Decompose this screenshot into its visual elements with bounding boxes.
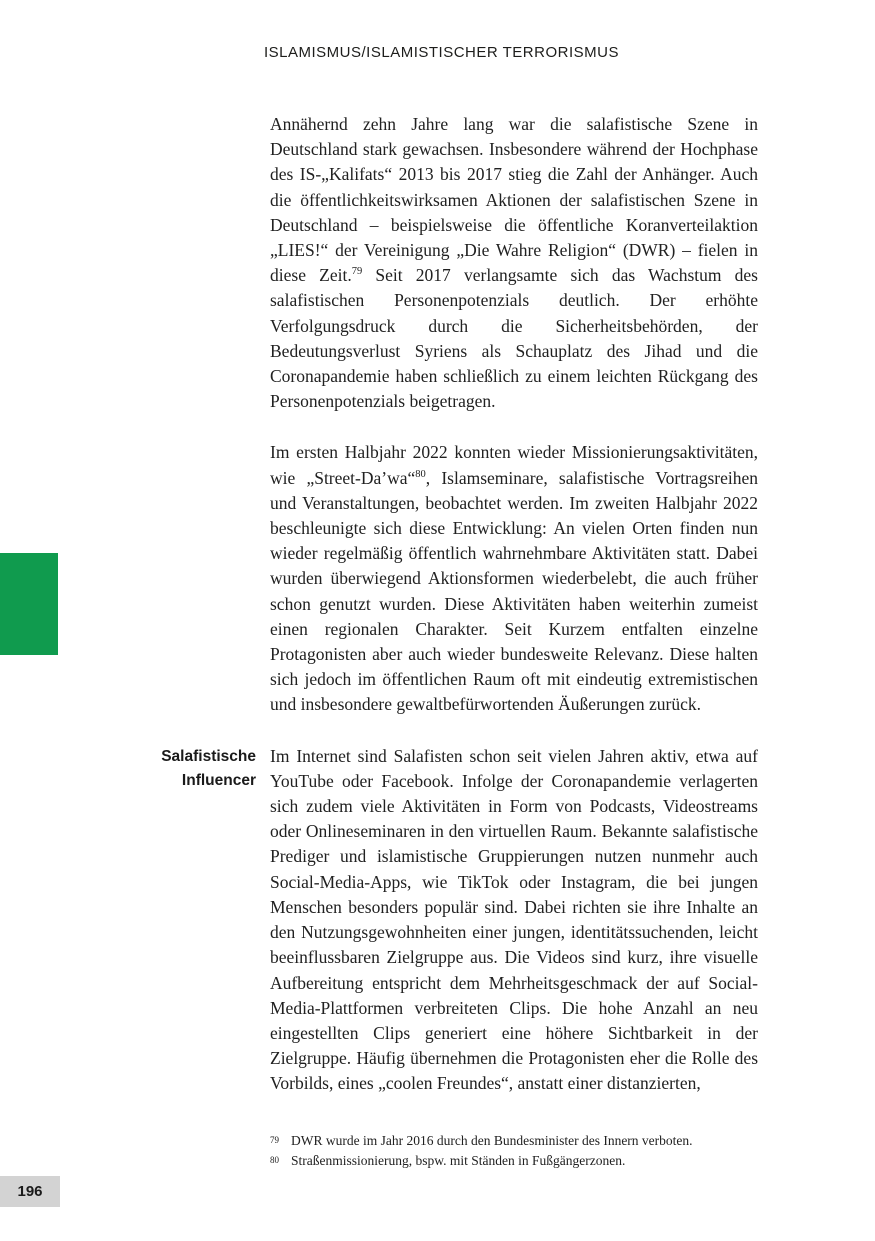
footnote-text: DWR wurde im Jahr 2016 durch den Bundesminister des Innern verboten. bbox=[291, 1133, 693, 1148]
paragraph: Annähernd zehn Jahre lang war die salafistische Szene in Deutschland stark gewachsen. Insbesondere während der Hochphase des IS-„Kalifats“ 2013 bis 2017 stieg die Zahl der Anhänger. Auch die öffentlichkeitswirksamen Aktionen der salafistischen Szene in Deutschland – beispielsweise die öffentliche Koranverteilaktion „LIES!“ der Vereinigung „Die Wahre Religion“ (DWR) – fielen in diese Zeit.$^{79}$ Seit 2017 verlangsamte sich das Wachstum des salafistischen Personenpotenzials deutlich. Der erhöhte Verfolgungsdruck durch die Sicherheitsbehörden, der Bedeutungsverlust Syriens als Schauplatz des Jihad und die Coronapandemie haben schließlich zu einem leichten Rückgang des Personenpotenzials beigetragen. bbox=[270, 114, 758, 412]
footnote bbox=[270, 1131, 770, 1151]
body-text-column bbox=[161, 112, 758, 1123]
footnote-text: Straßenmissionierung, bspw. mit Ständen in Fußgängerzonen. bbox=[291, 1153, 626, 1168]
paragraph-with-margin-label bbox=[161, 744, 758, 1097]
paragraph: Im Internet sind Salafisten schon seit vielen Jahren aktiv, etwa auf YouTube oder Facebook. Infolge der Coronapandemie verlagerten sich zudem viele Aktivitäten in Form von Podcasts, Videostreams oder Onlineseminaren in den virtuellen Raum. Bekannte salafistische Prediger und islamistische Gruppierungen nutzen nunmehr auch Social-Media-Apps, wie TikTok oder Instagram, die bei jungen Menschen besonders populär sind. Dabei richten sie ihre Inhalte an den Nutzungsgewohnheiten einer jungen, identitätssuchenden, leicht beeinflussbaren Zielgruppe aus. Die Videos sind kurz, ihre visuelle Aufbereitung entspricht dem Mehrheitsgeschmack der auf Social-Media-Plattformen verbreiteten Clips. Die hohe Anzahl an neu eingestellten Clips generiert eine höhere Sichtbarkeit in der Zielgruppe. Häufig übernehmen die Protagonisten eher die Rolle des Vorbilds, eines „coolen Freundes“, anstatt einer distanzierten, bbox=[270, 745, 758, 1094]
footnote bbox=[270, 1151, 770, 1171]
paragraph: Im ersten Halbjahr 2022 konnten wieder Missionierungsaktivitäten, wie „Street-Da’wa“$^{80}$, Islamseminare, salafistische Vortragsreihen und Veranstaltungen, beobachtet werden. Im zweiten Halbjahr 2022 beschleunigte sich diese Entwicklung: An vielen Orten finden nun wieder regelmäßig öffentlich wahrnehmbare Aktivitäten statt. Dabei wurden überwiegend Aktionsformen wiederbelebt, die auch früher schon genutzt wurden. Diese Aktivitäten haben weiterhin zumeist einen regionalen Charakter. Seit Kurzem entfalten einzelne Protagonisten aber auch wieder bundesweite Relevanz. Diese halten sich jedoch im öffentlichen Raum oft mit eindeutig extremistischen und insbesondere gewaltbefürwortenden Äußerungen zurück. bbox=[270, 442, 758, 715]
footnotes-section bbox=[270, 1131, 770, 1171]
margin-label-salafistische-influencer: Salafistische Influencer bbox=[161, 747, 256, 790]
page-header-title: ISLAMISMUS/ISLAMISTISCHER TERRORISMUS bbox=[264, 44, 619, 61]
footnote-reference: 79 bbox=[351, 266, 363, 278]
footnote-reference: 80 bbox=[415, 468, 426, 480]
chapter-color-marker bbox=[0, 553, 58, 655]
page-number-badge: 196 bbox=[0, 1176, 60, 1207]
footnote-marker: 79 bbox=[270, 1135, 279, 1145]
footnote-marker: 80 bbox=[270, 1155, 279, 1165]
